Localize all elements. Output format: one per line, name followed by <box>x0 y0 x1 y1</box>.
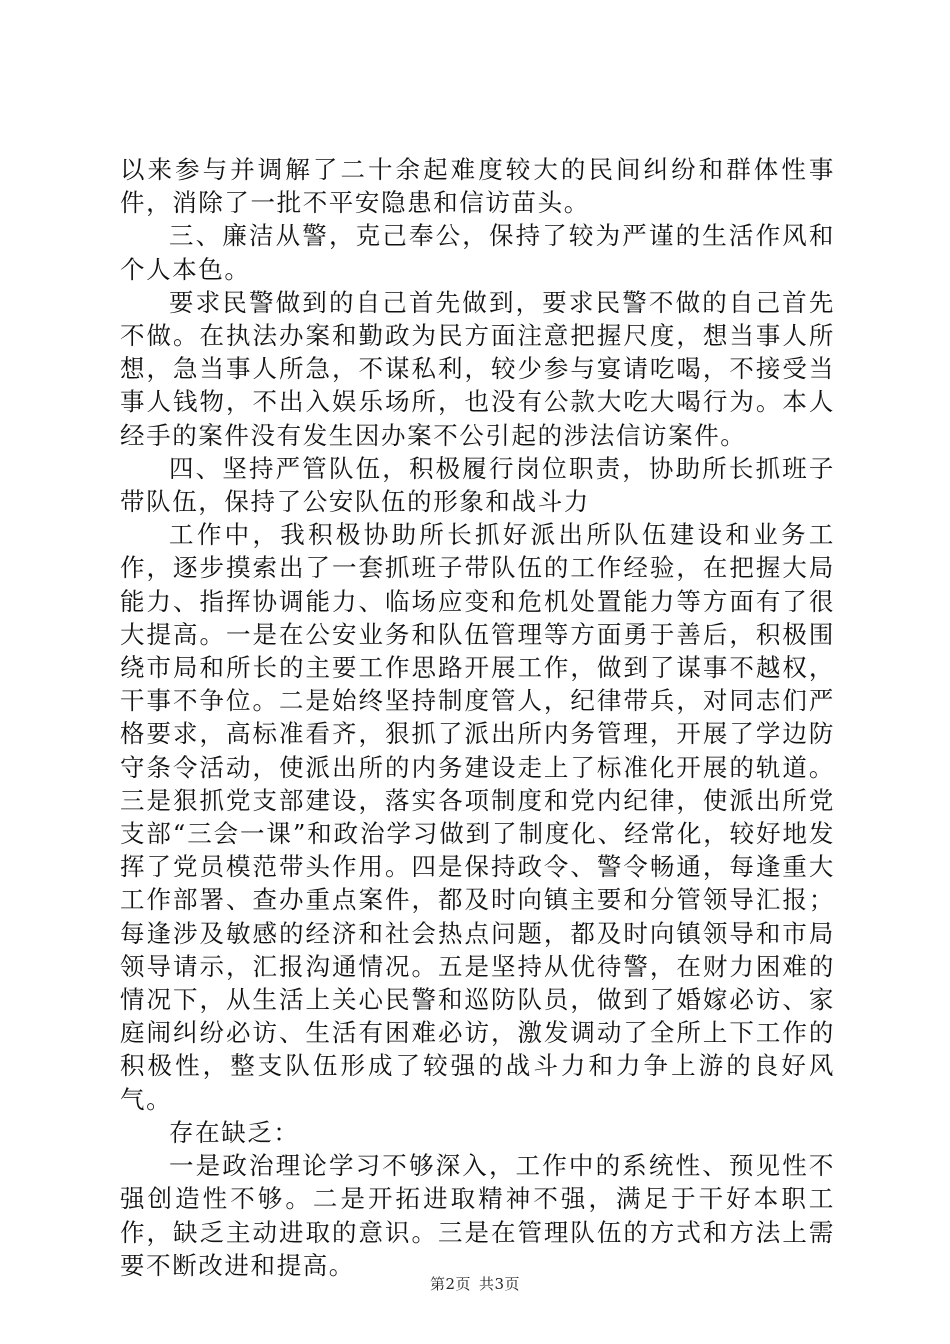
document-body <box>120 153 835 1282</box>
page-footer <box>0 1273 950 1294</box>
paragraph-7: 一是政治理论学习不够深入，工作中的系统性、预见性不强创造性不够。二是开拓进取精神不强，满足于干好本职工作，缺乏主动进取的意识。三是在管理队伍的方式和方法上需要不断改进和提高。 <box>120 1151 835 1280</box>
page-number: 第2页 <box>429 1275 471 1293</box>
paragraph-3: 要求民警做到的自己首先做到，要求民警不做的自己首先不做。在执法办案和勤政为民方面注意把握尺度，想当事人所想，急当事人所急，不谋私利，较少参与宴请吃喝，不接受当事人钱物，不出入娱乐场所，也没有公款大吃大喝行为。本人经手的案件没有发生因办案不公引起的涉法信访案件。 <box>120 287 835 450</box>
paragraph-shortcomings-heading: 存在缺乏： <box>169 1117 300 1147</box>
paragraph-5: 工作中，我积极协助所长抓好派出所队伍建设和业务工作，逐步摸索出了一套抓班子带队伍的工作经验，在把握大局能力、指挥协调能力、临场应变和危机处置能力等方面有了很大提高。一是在公安业务和队伍管理等方面勇于善后，积极围绕市局和所长的主要工作思路开展工作，做到了谋事不越权，干事不争位。二是始终坚持制度管人，纪律带兵，对同志们严格要求，高标准看齐，狠抓了派出所内务管理，开展了学边防守条令活动，使派出所的内务建设走上了标准化开展的轨道。三是狠抓党支部建设，落实各项制度和党内纪律，使派出所党支部“三会一课”和政治学习做到了制度化、经常化，较好地发挥了党员模范带头作用。四是保持政令、警令畅通，每逢重大工作部署、查办重点案件，都及时向镇主要和分管领导汇报；每逢涉及敏感的经济和社会热点问题，都及时向镇领导和市局领导请示，汇报沟通情况。五是坚持从优待警，在财力困难的情况下，从生活上关心民警和巡防队员，做到了婚嫁必访、家庭闹纠纷必访、生活有困难必访，激发调动了全所上下工作的积极性，整支队伍形成了较强的战斗力和力争上游的良好风气。 <box>120 520 835 1114</box>
paragraph-1: 以来参与并调解了二十余起难度较大的民间纠纷和群体性事件，消除了一批不平安隐患和信访苗头。 <box>120 155 835 218</box>
page-total: 共3页 <box>479 1275 521 1293</box>
paragraph-heading-3: 三、廉洁从警，克己奉公，保持了较为严谨的生活作风和个人本色。 <box>120 221 835 284</box>
paragraph-heading-4: 四、坚持严管队伍，积极履行岗位职责，协助所长抓班子带队伍，保持了公安队伍的形象和战斗力 <box>120 453 835 517</box>
